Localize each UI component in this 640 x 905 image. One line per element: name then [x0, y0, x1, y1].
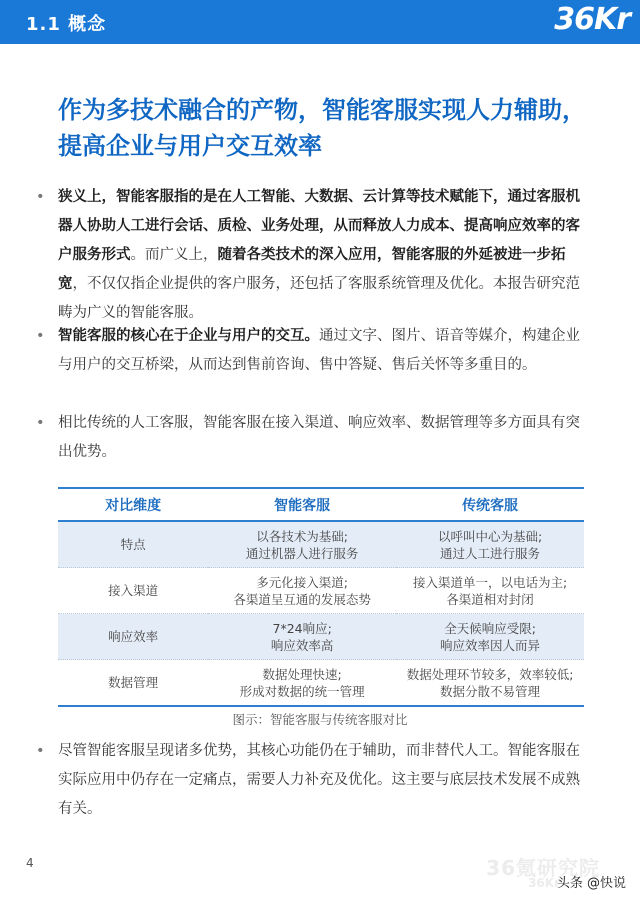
cell-line: 以各技术为基础; — [256, 528, 349, 544]
page-headline: 作为多技术融合的产物，智能客服实现人力辅助，提高企业与用户交互效率 — [58, 96, 586, 160]
watermark-sub: 36Kr — [528, 876, 560, 890]
cell-line: 7*24响应; — [272, 620, 332, 636]
bullet-1-text: 。而广义上， — [130, 247, 218, 263]
header-traditional-service: 传统客服 — [396, 488, 584, 521]
cell-line: 全天候响应受限; — [444, 620, 536, 636]
bullet-1-text-2: ，不仅仅指企业提供的客户服务，还包括了客服系统管理及优化。本报告研究范畴为广义的智能客服。 — [58, 276, 580, 321]
brand-logo: 36Kr — [554, 2, 630, 37]
bullet-4-text: 尽管智能客服呈现诸多优势，其核心功能仍在于辅助，而非替代人工。智能客服在实际应用中仍存在一定痛点，需要人力补充及优化。这主要与底层技术发展不成熟有关。 — [58, 743, 580, 817]
table-header-row — [58, 488, 584, 521]
header-dimension: 对比维度 — [58, 488, 208, 521]
row-traditional-cell — [396, 614, 584, 660]
row-traditional-cell — [396, 568, 584, 614]
row-dimension: 响应效率 — [58, 614, 208, 660]
bullet-3-text: 相比传统的人工客服，智能客服在接入渠道、响应效率、数据管理等多方面具有突出优势。 — [58, 415, 580, 460]
table-row — [58, 521, 584, 568]
toutiao-attribution: 头条 @快说 — [556, 876, 626, 891]
header-smart-service: 智能客服 — [208, 488, 396, 521]
bullet-2-text: 通过文字、图片、语音等媒介，构建企业与用户的交互桥梁，从而达到售前咨询、售中答疑、售后关怀等多重目的。 — [58, 328, 580, 373]
bullet-paragraph-2 — [58, 322, 593, 380]
row-traditional-cell — [396, 660, 584, 707]
bullet-paragraph-1 — [58, 183, 593, 328]
watermark-text: 36氪研究院 — [486, 856, 600, 880]
cell-line: 通过人工进行服务 — [440, 545, 541, 561]
section-title: 1.1 概念 — [26, 14, 107, 35]
page-number: 4 — [26, 856, 34, 870]
cell-line: 响应效率因人而异 — [440, 637, 541, 653]
cell-line: 形成对数据的统一管理 — [239, 683, 365, 699]
bullet-paragraph-3 — [58, 409, 593, 467]
bullet-1-bold-2: 随着各类技术的深入应用，智能客服的外延被进一步拓宽 — [58, 247, 566, 292]
row-smart-cell — [208, 660, 396, 707]
row-smart-cell — [208, 521, 396, 568]
bullet-paragraph-4 — [58, 737, 593, 824]
section-header-bar — [0, 0, 640, 44]
table-row — [58, 660, 584, 707]
row-smart-cell — [208, 568, 396, 614]
row-dimension: 接入渠道 — [58, 568, 208, 614]
cell-line: 多元化接入渠道; — [256, 574, 349, 590]
cell-line: 数据处理快速; — [262, 666, 342, 682]
cell-line: 数据分散不易管理 — [440, 683, 541, 699]
bullet-1-bold: 狭义上，智能客服指的是在人工智能、大数据、云计算等技术赋能下，通过客服机器人协助人工进行会话、质检、业务处理，从而释放人力成本、提高响应效率的客户服务形式 — [58, 189, 580, 263]
cell-line: 各渠道呈互通的发展态势 — [233, 591, 371, 607]
row-smart-cell — [208, 614, 396, 660]
comparison-table — [58, 487, 584, 707]
cell-line: 数据处理环节较多，效率较低; — [406, 666, 574, 682]
row-dimension: 数据管理 — [58, 660, 208, 707]
cell-line: 响应效率高 — [270, 637, 334, 653]
cell-line: 以呼叫中心为基础; — [437, 528, 543, 544]
cell-line: 通过机器人进行服务 — [245, 545, 359, 561]
table-row — [58, 614, 584, 660]
row-dimension: 特点 — [58, 521, 208, 568]
cell-line: 各渠道相对封闭 — [446, 591, 534, 607]
table-caption: 图示：智能客服与传统客服对比 — [232, 712, 408, 727]
bullet-2-bold: 智能客服的核心在于企业与用户的交互。 — [58, 328, 319, 344]
cell-line: 接入渠道单一，以电话为主; — [412, 574, 568, 590]
table-row — [58, 568, 584, 614]
row-traditional-cell — [396, 521, 584, 568]
